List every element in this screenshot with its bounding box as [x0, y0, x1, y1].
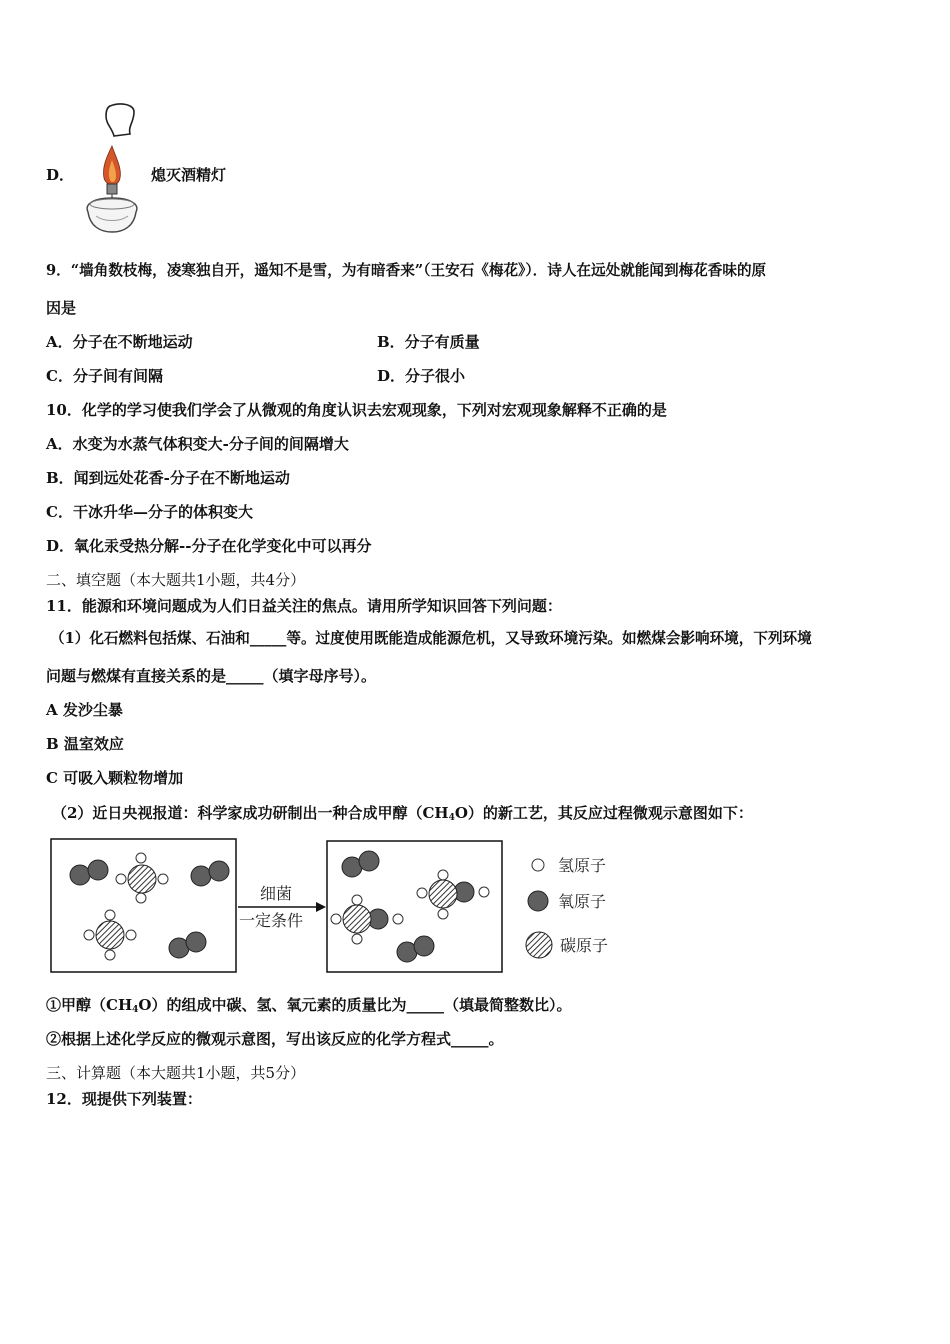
- q12-stem: 12．现提供下列装置：: [46, 1090, 202, 1108]
- q11-subquestion-2: ②根据上述化学反应的微观示意图，写出该反应的化学方程式_____。: [46, 1030, 504, 1048]
- q10-option-d[interactable]: D．氧化汞受热分解--分子在化学变化中可以再分: [46, 537, 372, 555]
- q11-part2-before: （2）近日央视报道：科学家成功研制出一种合成甲醇（CH: [52, 804, 449, 822]
- q9-option-d[interactable]: D．分子很小: [377, 367, 466, 385]
- section-2-heading: 二、填空题（本大题共1小题，共4分）: [46, 571, 306, 589]
- legend-oxygen-label: 氧原子: [558, 892, 607, 911]
- q11-option-a[interactable]: A 发沙尘暴: [46, 701, 123, 719]
- q9-option-a[interactable]: A．分子在不断地运动: [46, 333, 193, 351]
- oxygen-atom-legend-icon: [528, 891, 548, 911]
- q11-part2-after: O）的新工艺，其反应过程微观示意图如下：: [454, 804, 753, 822]
- q11-part1-line1: （1）化石燃料包括煤、石油和_____等。过度使用既能造成能源危机，又导致环境污染。如燃煤会影响环境，下列环境: [50, 630, 812, 647]
- legend-hydrogen-label: 氢原子: [558, 856, 607, 875]
- section-3-heading: 三、计算题（本大题共1小题，共5分）: [46, 1064, 306, 1082]
- q11-sub1-before: ①甲醇（CH: [46, 996, 133, 1014]
- alcohol-lamp-illustration: [76, 100, 148, 240]
- q8-option-d-letter: D．: [46, 166, 75, 184]
- reaction-diagram: [48, 836, 628, 978]
- q11-part1-line2: 问题与燃煤有直接关系的是_____（填字母序号）。: [46, 667, 377, 685]
- q11-part2-subscript: 4: [448, 813, 455, 823]
- q9-option-c[interactable]: C．分子间有间隔: [46, 367, 163, 385]
- q8-option-d-text: 熄灭酒精灯: [151, 166, 227, 184]
- q9-stem-line1: 9．“墙角数枝梅，凌寒独自开，遥知不是雪，为有暗香来”（王安石《梅花》）．诗人在远处就能闻到梅花香味的原: [46, 262, 767, 279]
- carbon-atom-legend-icon: [526, 932, 552, 958]
- q11-option-c[interactable]: C 可吸入颗粒物增加: [46, 769, 184, 787]
- q11-sub1-after: O）的组成中碳、氢、氧元素的质量比为_____（填最简整数比）。: [138, 996, 572, 1014]
- q10-stem: 10．化学的学习使我们学会了从微观的角度认识去宏观现象，下列对宏观现象解释不正确的是: [46, 401, 667, 419]
- q11-subquestion-1: [46, 996, 571, 1019]
- hydrogen-atom-legend-icon: [532, 859, 544, 871]
- legend-carbon-label: 碳原子: [560, 936, 609, 955]
- q11-stem: 11．能源和环境问题成为人们日益关注的焦点。请用所学知识回答下列问题：: [46, 597, 562, 615]
- q10-option-b[interactable]: B．闻到远处花香-分子在不断地运动: [46, 469, 290, 487]
- q9-stem-line2: 因是: [46, 299, 77, 317]
- q11-option-b[interactable]: B 温室效应: [46, 735, 124, 753]
- q10-option-c[interactable]: C．干冰升华—分子的体积变大: [46, 503, 253, 521]
- lamp-cap-icon: [106, 104, 134, 136]
- q10-option-a[interactable]: A．水变为水蒸气体积变大-分子间的间隔增大: [46, 435, 349, 453]
- arrow-label-top: 细菌: [260, 884, 293, 903]
- q9-option-b[interactable]: B．分子有质量: [377, 333, 480, 351]
- q11-sub1-subscript: 4: [132, 1005, 139, 1015]
- q11-part2: [52, 804, 753, 827]
- lamp-body-icon: [87, 198, 137, 232]
- arrow-label-bottom: 一定条件: [239, 911, 304, 930]
